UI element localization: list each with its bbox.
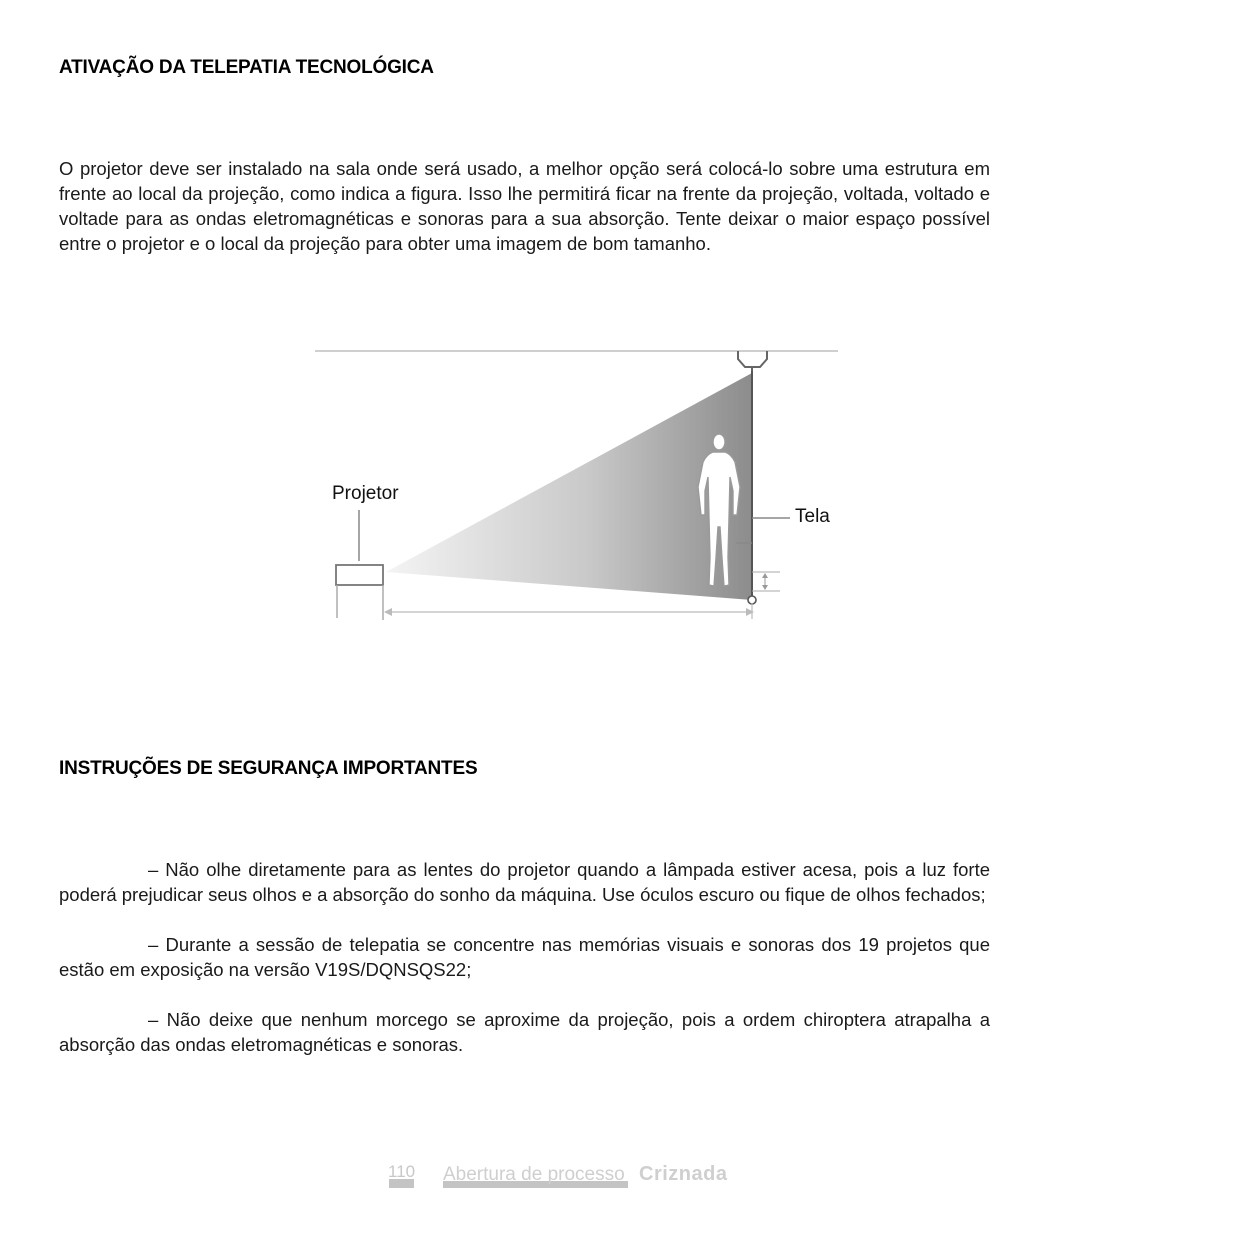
distance-arrow-left — [384, 608, 392, 616]
height-arrow-down — [762, 585, 768, 590]
page-number: 110 — [388, 1162, 416, 1181]
safety-item: – Não deixe que nenhum morcego se aproxime da projeção, pois a ordem chiroptera atrapalha a absorção das ondas eletromagnéticas e sonoras. — [59, 1009, 990, 1055]
height-arrow-up — [762, 573, 768, 578]
projection-diagram — [300, 335, 850, 635]
screen-label: Tela — [795, 506, 830, 527]
footer-title: Abertura de processo — [443, 1164, 625, 1185]
ceiling-mount — [738, 351, 767, 367]
safety-item: – Não olhe diretamente para as lentes do projetor quando a lâmpada estiver acesa, pois a luz forte poderá prejudicar seus olhos e a absorção do sonho da máquina. Use óculos escuro ou fique de olhos fechados; — [59, 859, 990, 905]
page-footer — [388, 1162, 748, 1192]
footer-brand-logo: Criznada — [639, 1163, 728, 1185]
projection-beam — [386, 373, 752, 600]
distance-arrow-right — [746, 608, 754, 616]
projector-body — [336, 565, 383, 585]
section-title-safety: INSTRUÇÕES DE SEGURANÇA IMPORTANTES — [59, 758, 478, 779]
section-title-activation: ATIVAÇÃO DA TELEPATIA TECNOLÓGICA — [59, 57, 434, 78]
projector-label: Projetor — [332, 483, 399, 504]
activation-paragraph: O projetor deve ser instalado na sala onde será usado, a melhor opção será colocá-lo sobre uma estrutura em frente ao local da projeção, como indica a figura. Isso lhe permitirá ficar na frente da projeção, voltada, voltado e voltade para as ondas eletromagnéticas e sonoras para a sua absorção. Tente deixar o maior espaço possível entre o projetor e o local da projeção para obter uma imagem de bom tamanho. — [59, 158, 990, 254]
safety-item: – Durante a sessão de telepatia se concentre nas memórias visuais e sonoras dos 19 projetos que estão em exposição na versão V19S/DQNSQS22; — [59, 934, 990, 980]
screen-bottom-anchor — [748, 596, 756, 604]
